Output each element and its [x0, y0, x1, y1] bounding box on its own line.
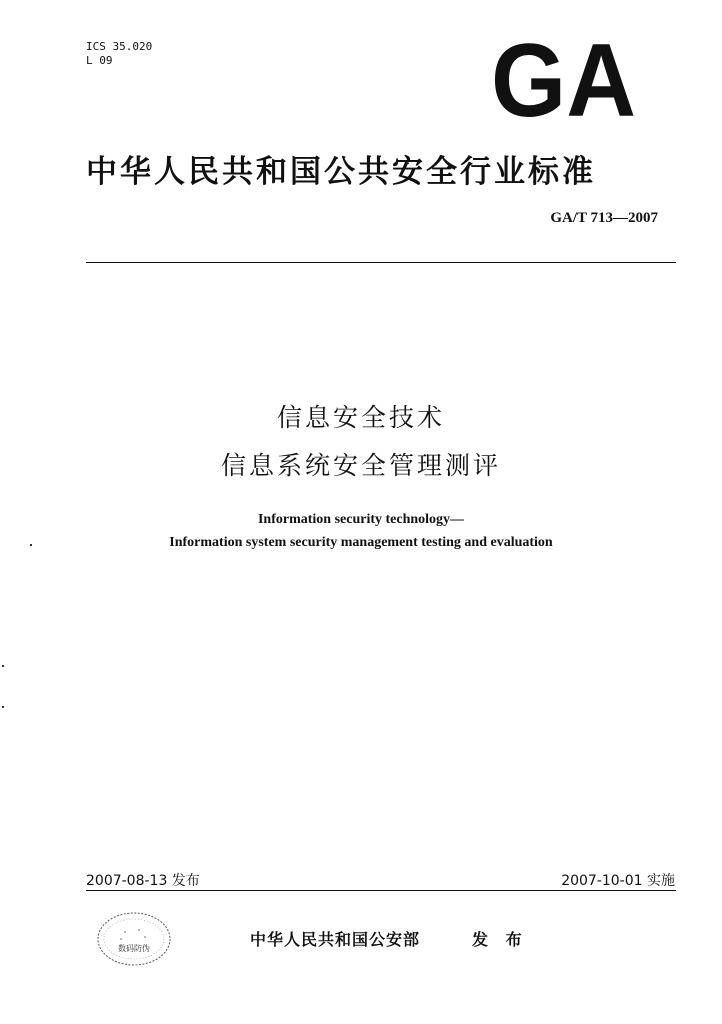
- anti-counterfeit-seal: [95, 910, 173, 968]
- seal-text: 数码防伪: [118, 944, 150, 953]
- ics-code: ICS 35.020: [86, 40, 153, 53]
- national-standard-heading: 中华人民共和国公共安全行业标准: [86, 154, 596, 190]
- publish-label: 发 布: [472, 930, 528, 949]
- document-title-line1: 信息安全技术: [276, 403, 445, 432]
- standard-number: GA/T 713—2007: [550, 210, 658, 226]
- issue-date: 2007-08-13 发布: [86, 873, 200, 889]
- ga-logo: [491, 40, 636, 120]
- document-title-line2: 信息系统安全管理测评: [220, 451, 501, 480]
- ccs-code: L 09: [86, 54, 113, 67]
- footer-divider: [86, 890, 676, 891]
- scan-dot: [30, 544, 32, 546]
- scan-dot: [2, 665, 4, 667]
- english-title-line1: Information security technology—: [257, 512, 465, 527]
- implement-date: 2007-10-01 实施: [561, 873, 675, 889]
- scan-dot: [2, 706, 4, 708]
- english-title-line2: Information system security management testing and evaluation: [169, 535, 553, 550]
- publisher-name: 中华人民共和国公安部: [250, 930, 421, 949]
- header-divider: [86, 262, 676, 263]
- ga-logo-text: GA: [491, 40, 636, 120]
